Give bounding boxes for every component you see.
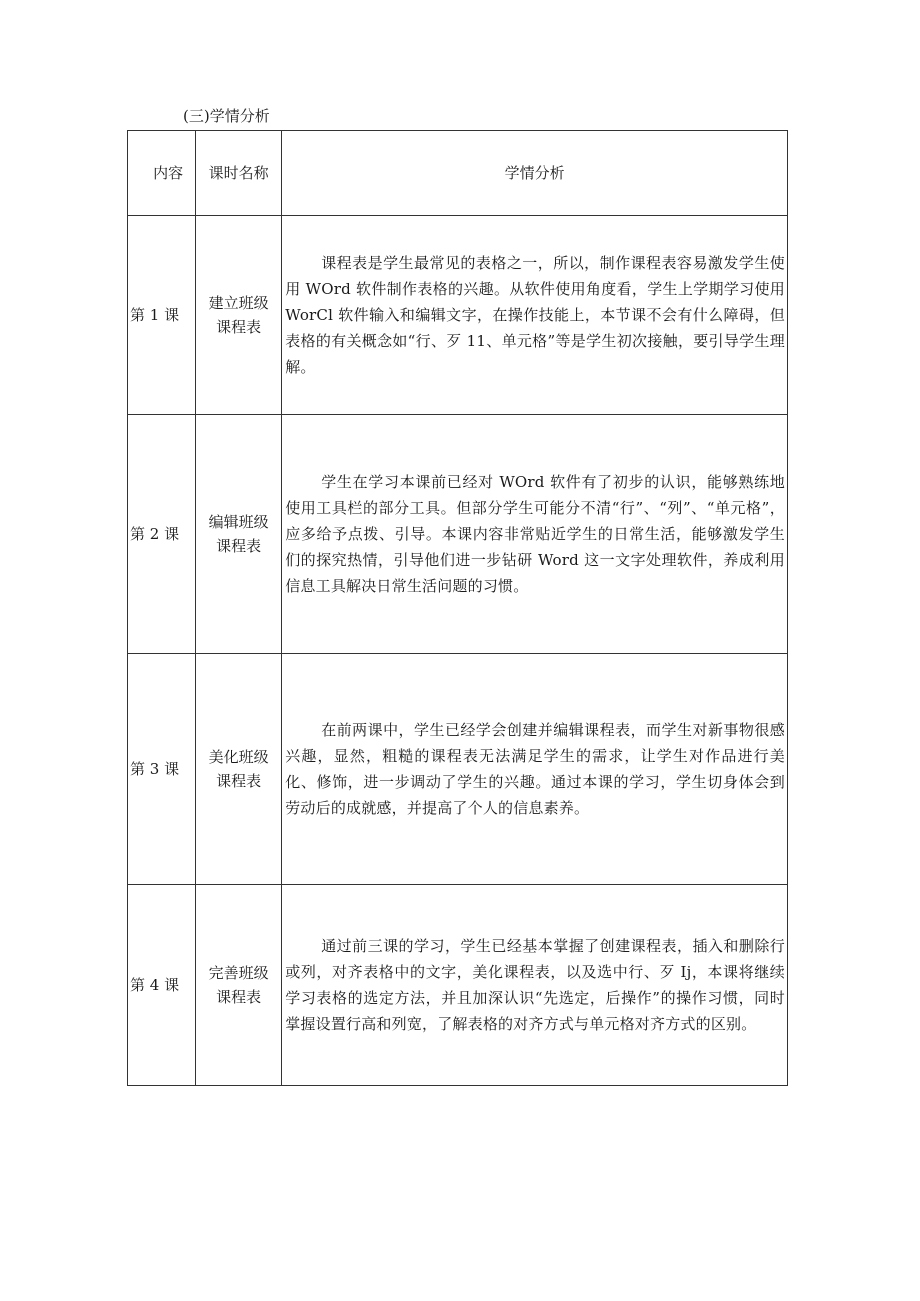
lesson-name-line2: 课程表 xyxy=(216,988,262,1006)
lesson-number: 第 1 课 xyxy=(128,216,196,415)
lesson-name xyxy=(196,885,282,1086)
lesson-name-line2: 课程表 xyxy=(216,772,262,790)
lesson-number: 第 3 课 xyxy=(128,654,196,885)
lesson-name xyxy=(196,415,282,654)
lesson-number: 第 4 课 xyxy=(128,885,196,1086)
section-title: (三)学情分析 xyxy=(183,107,270,125)
lesson-analysis: 通过前三课的学习，学生已经基本掌握了创建课程表，插入和删除行或列，对齐表格中的文字，美化课程表，以及选中行、歹 Ij，本课将继续学习表格的选定方法，并且加深认识“先选定，后操作”的操作习惯，同时掌握设置行高和列宽，了解表格的对齐方式与单元格对齐方式的区别。 xyxy=(282,885,788,1086)
analysis-table xyxy=(127,130,788,1086)
lesson-name xyxy=(196,216,282,415)
table-row xyxy=(128,654,788,885)
lesson-analysis: 学生在学习本课前已经对 WOrd 软件有了初步的认识，能够熟练地使用工具栏的部分工具。但部分学生可能分不清“行”、“列”、“单元格”，应多给予点拨、引导。本课内容非常贴近学生的日常生活，能够激发学生们的探究热情，引导他们进一步钻研 Word 这一文字处理软件，养成利用信息工具解决日常生活问题的习惯。 xyxy=(282,415,788,654)
table-header-row xyxy=(128,131,788,216)
lesson-name xyxy=(196,654,282,885)
lesson-name-line2: 课程表 xyxy=(216,318,262,336)
lesson-name-line1: 美化班级 xyxy=(208,748,269,766)
lesson-name-line1: 编辑班级 xyxy=(208,513,269,531)
header-lesson-name: 课时名称 xyxy=(196,131,282,216)
header-analysis: 学情分析 xyxy=(282,131,788,216)
lesson-analysis: 在前两课中，学生已经学会创建并编辑课程表，而学生对新事物很感兴趣，显然，粗糙的课程表无法满足学生的需求，让学生对作品进行美化、修饰，进一步调动了学生的兴趣。通过本课的学习，学生切身体会到劳动后的成就感，并提高了个人的信息素养。 xyxy=(282,654,788,885)
header-content: 内容 xyxy=(128,131,196,216)
lesson-name-line1: 完善班级 xyxy=(208,964,269,982)
table-row xyxy=(128,216,788,415)
lesson-analysis: 课程表是学生最常见的表格之一，所以，制作课程表容易激发学生使用 WOrd 软件制作表格的兴趣。从软件使用角度看，学生上学期学习使用 WorCl 软件输入和编辑文字，在操作技能上，本节课不会有什么障碍，但表格的有关概念如“行、歹 11、单元格”等是学生初次接触，要引导学生理解。 xyxy=(282,216,788,415)
lesson-name-line1: 建立班级 xyxy=(208,294,269,312)
lesson-number: 第 2 课 xyxy=(128,415,196,654)
table-row xyxy=(128,415,788,654)
table-row xyxy=(128,885,788,1086)
lesson-name-line2: 课程表 xyxy=(216,537,262,555)
